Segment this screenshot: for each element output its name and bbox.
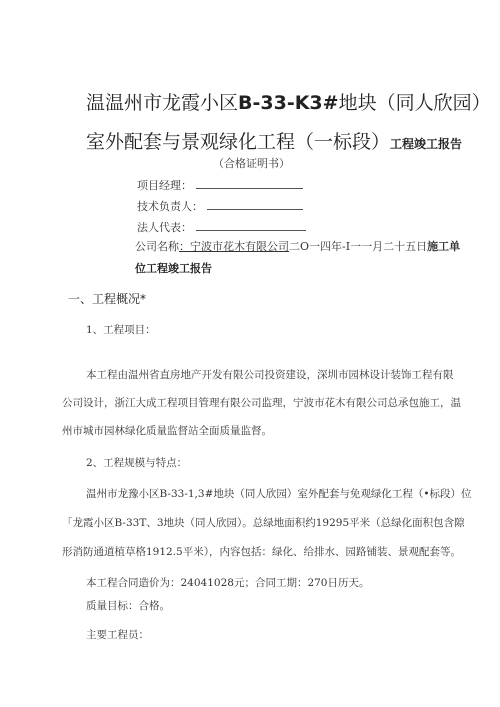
field-technical-lead [137,198,303,214]
company-name: ：宁波市花木有限公司 [179,240,289,253]
para2-line1: 温州市龙豫小区B-33-1,3#地块（同人欣园）室外配套与免观绿化工程（•标段）位 [86,488,472,500]
title-part4: 室外配套与景观绿化工程（一标段） [86,131,391,153]
item-scale: 2、工程规模与特点： [86,457,188,469]
field-label: 法人代表： [137,221,192,234]
blank-line [207,199,303,210]
item-project: 1、工程项目： [86,324,156,336]
company-line-continued: 位工程竣工报告 [135,262,212,275]
report-date: 二O一四年-I一一月二十五日 [289,240,428,253]
document-title-line1 [86,88,491,115]
main-items: 主要工程员： [86,629,149,641]
quality-target: 质量目标：合格。 [86,600,170,612]
contract-info: 本工程合同造价为：24041028元；合同工期：270日历天。 [86,577,370,589]
field-label: 项目经理： [137,179,192,192]
company-label: 公司名称 [135,240,179,253]
para1-line3: 州市城市园林绿化质量监督站全面质量监督。 [62,425,272,437]
para2-line2: 「龙霞小区B-33T、3地块（同人欣园）。总绿地面积约19295平米（总绿化面积包含隙 [62,517,465,529]
para1-line1: 本工程由温州省直房地产开发有限公司投资建设，深圳市园林设计装饰工程有限 [86,369,454,381]
title-part1: 温温州市龙霞小区 [86,92,239,114]
title-part3: 地块（同人欣园） [338,92,491,114]
company-line [135,238,460,254]
company-suffix: 施工单 [427,240,461,253]
document-subtitle: （合格证明书） [213,157,290,170]
title-report-label: 工程竣工报告 [390,137,463,151]
blank-line [196,178,303,189]
section-heading-overview: 一、工程概况* [68,292,147,306]
para2-line3: 形消防通道植草格1912.5平米），内容包括：绿化、给排水、园路铺装、景观配套等。 [62,546,461,558]
field-legal-rep [137,219,306,235]
blank-line [196,220,306,231]
field-label: 技术负责人： [137,200,203,213]
field-project-manager [137,177,303,193]
title-plot-code: B-33-K3# [238,92,339,114]
document-title-line2 [86,127,462,154]
para1-line2: 公司设计，浙江大成工程项目管理有限公司监理，宁波市花木有限公司总承包施工，温 [62,397,461,409]
